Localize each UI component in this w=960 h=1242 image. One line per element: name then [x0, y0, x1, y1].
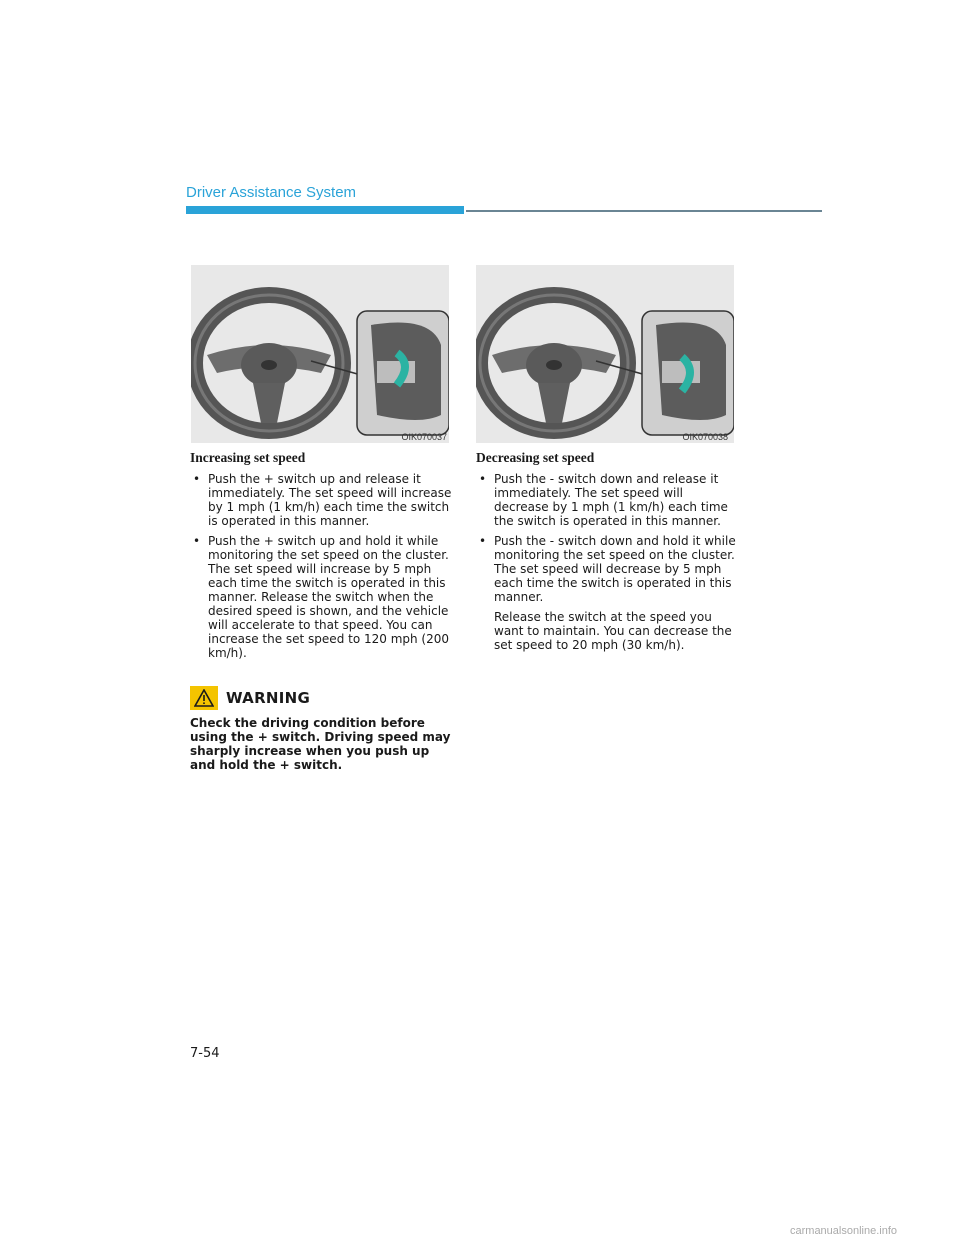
list-item: • Push the + switch up and hold it while monitoring the set speed on the cluster. The set speed will increase by 5 mph each time the switch is operated in this manner. Release the switch when the desired speed is shown, and the vehicle will accelerate to that speed. You can increase the set speed to 120 mph (200 km/h). [190, 534, 452, 660]
steering-wheel-illustration [191, 265, 449, 443]
instruction-list [190, 472, 452, 660]
figure-decrease-speed [476, 265, 734, 443]
figure-increase-speed [191, 265, 449, 443]
header-accent-bar [186, 206, 464, 214]
decreasing-speed-section [476, 450, 738, 652]
figure-code: OIK070038 [682, 432, 728, 442]
watermark: carmanualsonline.info [790, 1225, 898, 1237]
warning-header [190, 686, 310, 710]
paragraph: Release the switch at the speed you want to maintain. You can decrease the set speed to 20 mph (30 km/h). [494, 610, 732, 652]
steering-wheel-illustration [476, 265, 734, 443]
increasing-speed-section [190, 450, 452, 666]
warning-text: Check the driving condition before using the + switch. Driving speed may sharply increase when you push up and hold the + switch. [190, 716, 451, 772]
warning-label: WARNING [226, 689, 311, 707]
list-item: • Push the + switch up and release it immediately. The set speed will increase by 1 mph (1 km/h) each time the switch is operated in this manner. [190, 472, 452, 528]
instruction-list [476, 472, 738, 604]
section-title: Decreasing set speed [476, 450, 595, 465]
figure-code: OIK070037 [401, 432, 447, 442]
section-title: Increasing set speed [190, 450, 306, 465]
header-divider-line [466, 210, 822, 212]
list-item: • Push the - switch down and release it immediately. The set speed will decrease by 1 mph (1 km/h) each time the switch is operated in this manner. [476, 472, 738, 528]
section-header: Driver Assistance System [186, 184, 357, 201]
page-number: 7-54 [190, 1046, 220, 1061]
list-item: • Push the - switch down and hold it while monitoring the set speed on the cluster. The set speed will decrease by 5 mph each time the switch is operated in this manner. [476, 534, 738, 604]
warning-triangle-icon [190, 686, 218, 710]
